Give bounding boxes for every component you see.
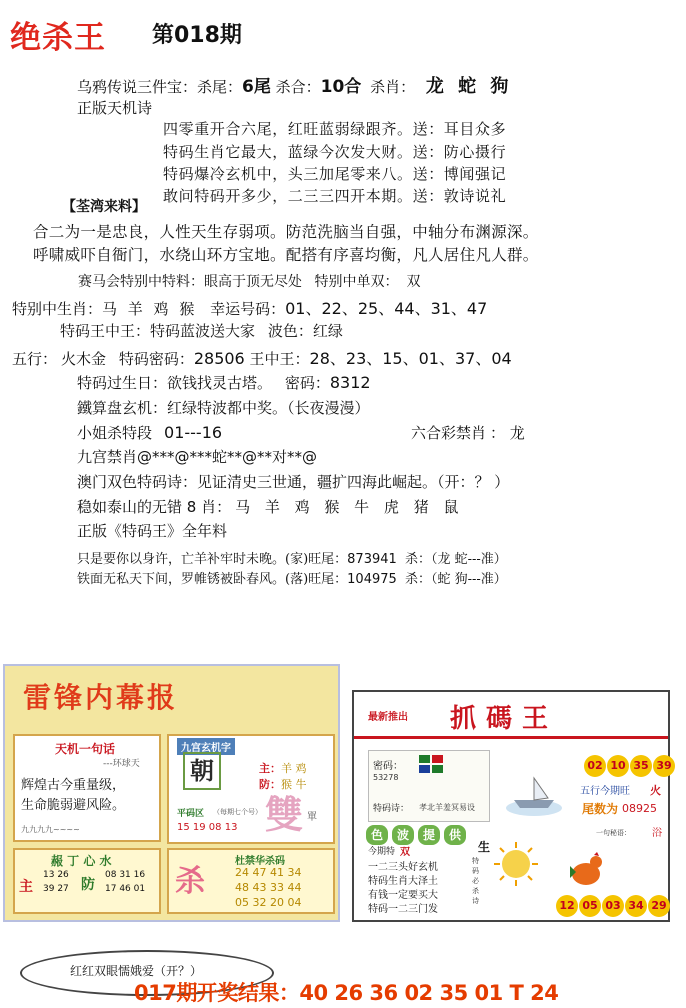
jinqi-label: 今期特 — [368, 847, 396, 857]
cloud-text: 红红双眼懦娥爱（开？） — [70, 964, 203, 978]
boat-picture — [504, 770, 564, 820]
quannian-label: 正版《特码王》全年料 — [77, 522, 228, 540]
wuxing-elements: 火木金 — [61, 350, 107, 368]
wuxing-label: 五行： — [12, 350, 58, 368]
tag-word: 生 — [478, 840, 491, 854]
tebie-lucky-label: 幸运号码： — [210, 300, 286, 318]
xinshui-r1-b: 08 31 16 — [105, 870, 146, 880]
top-ball-2: 10 — [607, 755, 629, 777]
saima-single-label: 特别中单双： — [314, 274, 399, 290]
wuya-he-label: 杀合： — [270, 78, 321, 96]
sha-char: 杀 — [175, 864, 205, 899]
xiaojie-range: 01---16 — [164, 423, 223, 442]
liuhe-value: ： 龙 — [490, 424, 525, 442]
wuxing-wzw: 28、23、15、01、37、04 — [309, 349, 512, 368]
saima-label: 赛马会特别中特料： — [78, 274, 204, 290]
box3-fang-label: 防： — [259, 778, 281, 791]
jinqi-poem-2: 特码生肖大泽土 — [368, 876, 438, 887]
box3-ping-label: 平码区 — [177, 809, 205, 819]
wangzhong-text: 特码蓝波送大家 — [150, 322, 256, 340]
liuhe-line — [411, 422, 525, 443]
xinshui-r2-a: 39 27 — [43, 884, 69, 894]
bottom-ball-4: 34 — [625, 895, 647, 917]
xiaojie-line — [77, 422, 222, 443]
tianji-box — [13, 734, 161, 842]
wuxing-mima-label: 特码密码： — [118, 350, 194, 368]
weishu-value: 08925 — [622, 802, 657, 815]
jinqi-value: 双 — [400, 847, 410, 858]
weishu-label: 尾数为 — [582, 802, 619, 816]
bottom-balls — [556, 894, 671, 917]
shuang-char: 雙 — [265, 792, 304, 837]
jinqi-poem-3: 有钱一定要买大 — [368, 890, 438, 901]
line-b — [77, 568, 507, 587]
tebie-animals: 马 羊 鸡 猴 — [102, 300, 198, 318]
wuya-label: 乌鸦传说三件宝：杀尾： — [77, 78, 243, 96]
sun-icon — [492, 840, 540, 888]
line-b-kill: 杀：（蛇 狗---准） — [404, 572, 507, 587]
tebie-lucky: 01、22、25、44、31、47 — [285, 299, 488, 318]
wangzhong-color-label: 波色： — [267, 322, 313, 340]
wuhang-value: 火 — [650, 784, 661, 797]
top-ball-3: 35 — [630, 755, 652, 777]
top-balls — [584, 754, 676, 777]
tag-1: 色 — [366, 825, 388, 845]
sentence-value: 浴 — [652, 828, 662, 839]
poem-line-4: 敢问特码开多少，二三三四开本期。送：敦诗说礼 — [163, 187, 507, 205]
box3-ping-note: （每期七个号） — [213, 808, 262, 816]
zhuama-banner-small: 最新推出 — [368, 712, 408, 723]
wuya-line — [77, 72, 512, 98]
saima-line — [78, 271, 420, 291]
aomen-label: 澳门双色特码诗： — [77, 473, 198, 491]
bottom-ball-3: 03 — [602, 895, 624, 917]
wuxing-mima: 28506 — [193, 349, 245, 368]
xinshui-head: 赧 丁 心 水 — [51, 854, 112, 868]
xiaojie-label: 小姐杀特段 — [77, 424, 153, 442]
tema-shi-value: 孝北羊羞冥易设 — [419, 803, 475, 812]
saima-text: 眼高于顶无尽处 — [204, 274, 302, 290]
line-a — [77, 548, 507, 567]
box3-ping-value: 15 19 08 13 — [177, 822, 238, 833]
sentence-label: 一句秘语： — [596, 829, 631, 837]
top-ball-4: 39 — [653, 755, 675, 777]
box3-main-value: 羊 鸡 — [281, 762, 307, 775]
tag-4: 供 — [444, 825, 466, 845]
zhao-char: 朝 — [183, 752, 221, 790]
password-value: 53278 — [373, 773, 399, 782]
quanwan-heading: 【荃湾来料】 — [62, 199, 146, 215]
bottom-ball-1: 12 — [556, 895, 578, 917]
birthday-line — [77, 372, 371, 393]
leifeng-title: 雷锋内幕报 — [23, 681, 179, 714]
zhengban-label: 正版天机诗 — [77, 99, 153, 117]
xinshui-box — [13, 848, 161, 914]
liuhe-label: 六合彩禁肖 — [411, 424, 487, 442]
poem2-line-1: 合二为一是忠良，人性天生存弱项。防范洗脑当自强，中轴分布渊源深。 — [33, 223, 539, 241]
jiugong-label: 九宫禁肖 — [77, 448, 138, 466]
rooster-icon — [566, 852, 606, 888]
line-b-num: 104975 — [347, 572, 397, 587]
wuya-xiao: 龙 蛇 狗 — [425, 76, 513, 97]
wuxing-wzw-label: 王中王： — [249, 350, 310, 368]
tiesuan-line — [77, 397, 370, 418]
issue-number: 第018期 — [152, 23, 242, 48]
jiugong-head: 九宫玄机字 — [177, 738, 235, 755]
birthday-pw-label: 密码： — [284, 374, 330, 392]
wencuo-line — [77, 496, 463, 517]
zhuama-panel — [352, 690, 670, 922]
line-a-text: 只是要你以身许，亡羊补牢时未晚。(家)旺尾： — [77, 552, 348, 567]
tiesuan-text: 红绿特波都中奖。（长夜漫漫） — [167, 399, 370, 417]
wangzhong-line — [60, 320, 343, 341]
xinshui-r1-a: 13 26 — [43, 870, 69, 880]
wangzhong-color: 红绿 — [312, 322, 343, 340]
leifeng-panel — [3, 664, 340, 922]
poem-line-2: 特码生肖它最大，蓝绿今次发大财。送：防心摄行 — [163, 143, 507, 161]
password-box — [368, 750, 490, 822]
wuhang-label: 五行今期旺 — [580, 786, 630, 797]
brand-title: 绝杀王 — [10, 20, 106, 56]
jiugong-line — [77, 446, 317, 467]
dujin-row-1: 24 47 41 34 — [235, 866, 302, 879]
tag-2: 波 — [392, 825, 414, 845]
tema-shi-label: 特码诗： — [373, 804, 410, 814]
jiugong-box — [167, 734, 335, 844]
wuya-tail: 6尾 — [242, 77, 271, 97]
dujin-row-2: 48 43 33 44 — [235, 881, 302, 894]
dujin-head: 杜禁华杀码 — [235, 856, 285, 867]
color-tags — [366, 824, 470, 845]
line-a-num: 873941 — [347, 552, 397, 567]
box3-fang-value: 猴 牛 — [281, 778, 307, 791]
tianji-line-1: 辉煌古今重量级， — [21, 778, 126, 793]
side-note: 特码必杀诗 — [472, 857, 479, 905]
tianji-foot: 九九九九~~~~ — [21, 825, 80, 834]
draw-result: 017期开奖结果：40 26 36 02 35 01 T 24 — [134, 981, 559, 1005]
xinshui-r2-b: 17 46 01 — [105, 884, 146, 894]
bottom-ball-2: 05 — [579, 895, 601, 917]
xinshui-fang: 防 — [81, 877, 95, 893]
tag-3: 提 — [418, 825, 440, 845]
line-b-text: 铁面无私天下间，罗帷锈被卧春风。(落)旺尾： — [77, 572, 348, 587]
logo-icon — [419, 755, 443, 773]
birthday-text: 欲钱找灵古塔。 — [167, 374, 273, 392]
wuxing-line — [12, 346, 512, 369]
wencuo-animals: 马 羊 鸡 猴 牛 虎 猪 鼠 — [235, 498, 464, 516]
wencuo-label: 稳如泰山的无错 8 肖： — [77, 498, 232, 516]
tianji-head: 天机一句话 — [55, 742, 116, 756]
password-label: 密码： — [373, 761, 403, 772]
jinqi-poem-1: 一二三头好玄机 — [368, 862, 438, 873]
dan-char: 單 — [307, 812, 317, 823]
wuya-he: 10合 — [320, 77, 362, 97]
tianji-sub: ---环球天 — [103, 759, 140, 769]
dujin-row-3: 05 32 20 04 — [235, 896, 302, 909]
birthday-pw: 8312 — [329, 373, 371, 392]
jiugong-value: @***@***蛇**@**对**@ — [137, 448, 318, 466]
line-a-kill: 杀：（龙 蛇---准） — [404, 552, 507, 567]
tebie-line — [12, 296, 487, 319]
aomen-line — [77, 471, 509, 492]
tiesuan-label: 鐵算盘玄机： — [77, 399, 168, 417]
poem-line-1: 四零重开合六尾，红旺蓝弱绿跟齐。送：耳目众多 — [163, 120, 507, 138]
zhuama-title: 抓碼王 — [450, 704, 559, 734]
tianji-line-2: 生命脆弱避风险。 — [21, 798, 126, 813]
aomen-text: 见证清史三世通，疆扩四海此崛起。（开：？ ） — [197, 473, 510, 491]
jinqi-poem-4: 特码一二三门发 — [368, 904, 438, 915]
tebie-label: 特别中生肖： — [12, 300, 103, 318]
saima-single: 双 — [406, 274, 421, 290]
box3-main-label: 主： — [259, 762, 281, 775]
dujin-box — [167, 848, 335, 914]
birthday-label: 特码过生日： — [77, 374, 168, 392]
wangzhong-label: 特码王中王： — [60, 322, 151, 340]
top-ball-1: 02 — [584, 755, 606, 777]
xinshui-zhu: 主 — [19, 879, 33, 895]
poem-line-3: 特码爆冷玄机中，头三加尾零来八。送：博闻强记 — [163, 165, 507, 183]
bottom-ball-5: 29 — [648, 895, 670, 917]
poem2-line-2: 呼啸威吓自衙门，水绕山环方宝地。配搭有序喜均衡，凡人居住凡人群。 — [33, 246, 539, 264]
wuya-xiao-label: 杀肖： — [370, 78, 416, 96]
